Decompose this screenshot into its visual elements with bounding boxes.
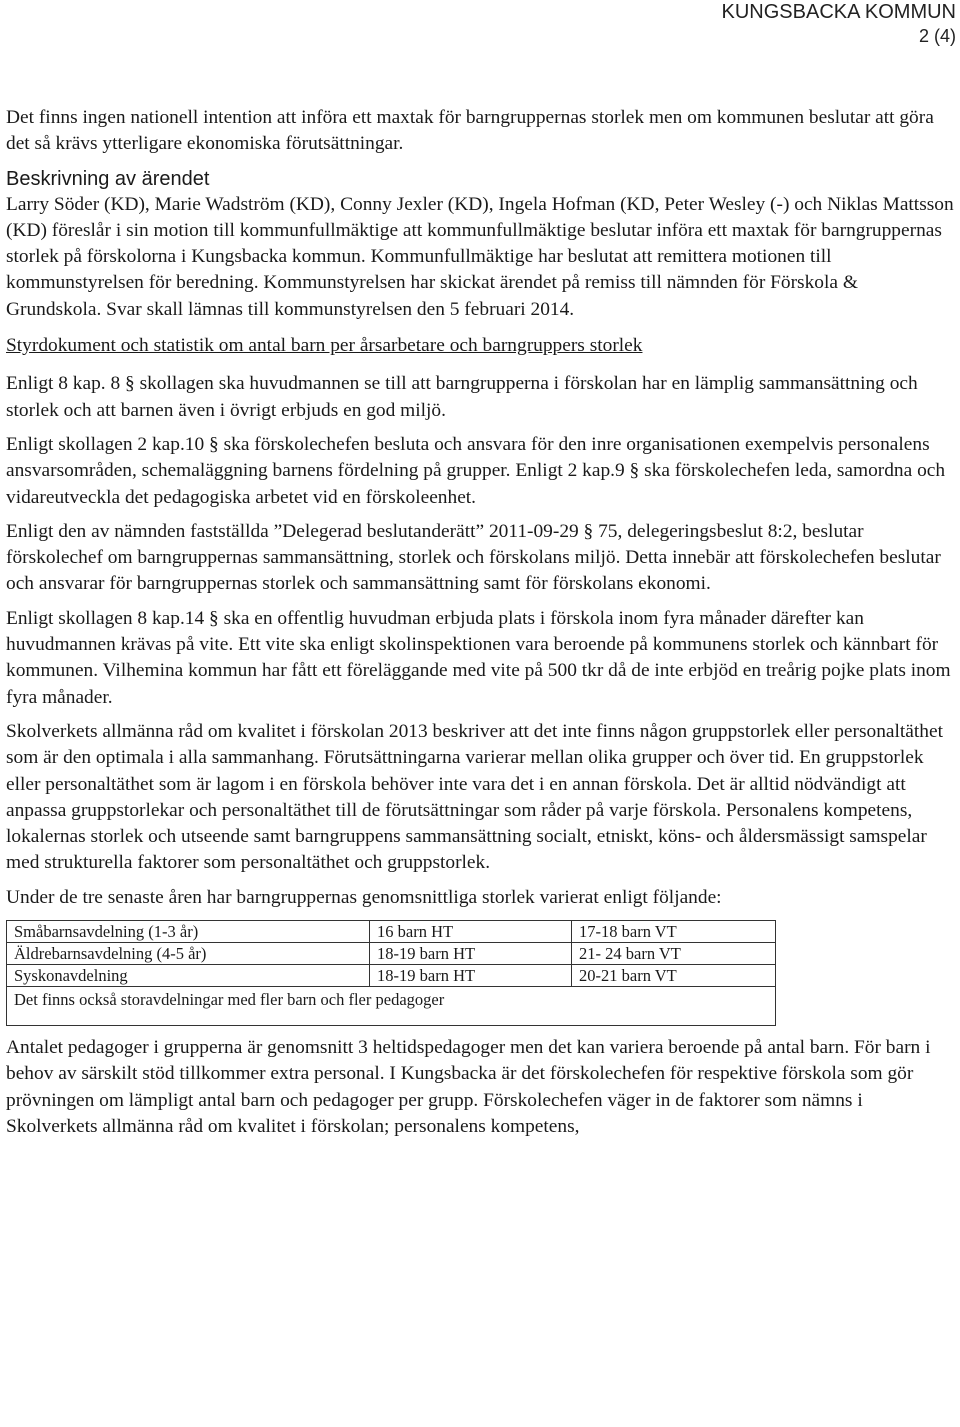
description-heading: Beskrivning av ärendet bbox=[6, 167, 210, 190]
paragraph-table-intro: Under de tre senaste åren har barngruppernas genomsnittliga storlek varierat enligt följande: bbox=[6, 886, 722, 908]
table-row bbox=[7, 965, 776, 987]
document-body bbox=[6, 105, 954, 1140]
table-cell: 18-19 barn HT bbox=[370, 965, 572, 987]
page-number: 2 (4) bbox=[918, 26, 956, 46]
table-cell: 21- 24 barn VT bbox=[572, 943, 776, 965]
table-cell: 16 barn HT bbox=[370, 921, 572, 943]
table-cell: Äldrebarnsavdelning (4-5 år) bbox=[7, 943, 370, 965]
table-cell: 18-19 barn HT bbox=[370, 943, 572, 965]
table-cell: 17-18 barn VT bbox=[572, 921, 776, 943]
steering-heading: Styrdokument och statistik om antal barn per årsarbetare och barngruppers storlek bbox=[6, 335, 643, 357]
intro-paragraph: Det finns ingen nationell intention att införa ett maxtak för barngruppernas storlek men om kommunen beslutar att göra det så krävs ytterligare ekonomiska förutsättningar. bbox=[6, 107, 934, 155]
table-cell: Småbarnsavdelning (1-3 år) bbox=[7, 921, 370, 943]
paragraph-pedagogues: Antalet pedagoger i grupperna är genomsnitt 3 heltidspedagoger men det kan variera beroende på antal barn. För barn i behov av särskilt stöd tillkommer extra personal. I Kungsbacka är det förskolechefen för respektive förskola som gör prövningen om lämpligt antal barn och pedagoger per grupp. Förskolechefen väger in de faktorer som nämns i Skolverkets allmänna råd om kvalitet i förskolan; personalens kompetens, bbox=[6, 1037, 931, 1137]
paragraph-skolverket: Skolverkets allmänna råd om kvalitet i förskolan 2013 beskriver att det inte finns någon gruppstorlek eller personaltäthet som är den optimala i alla sammanhang. Förutsättningarna varierar mellan olika grupper och över tid. En gruppstorlek eller personaltäthet som är lagom i en förskola behöver inte vara det i en annan förskola. Det är alltid nödvändigt att anpassa gruppstorlekar och personaltäthet till de förutsättningar som råder på varje förskola. Personalens kompetens, lokalernas storlek och utseende samt barngruppens sammansättning socialt, etniskt, köns- och åldersmässigt samspelar med strukturella faktorer som personaltäthet och gruppstorlek. bbox=[6, 720, 943, 874]
paragraph-8kap14: Enligt skollagen 8 kap.14 § ska en offentlig huvudman erbjuda plats i förskola inom fyra månader därefter kan huvudmannen krävas på vite. Ett vite ska enligt skolinspektionen vara beroende på kommunens storlek och kännbart för kommunen. Vilhemina kommun har fått ett föreläggande med vite på 500 tkr då de inte erbjöd en treårig pojke plats inom fyra månader. bbox=[6, 607, 951, 708]
paragraph-8kap8: Enligt 8 kap. 8 § skollagen ska huvudmannen se till att barngrupperna i förskolan har en lämplig sammansättning och storlek och att barnen även i övrigt erbjuds en god miljö. bbox=[6, 373, 918, 421]
description-paragraph: Larry Söder (KD), Marie Wadström (KD), Conny Jexler (KD), Ingela Hofman (KD, Peter Wesley (-) och Niklas Mattsson (KD) föreslår i sin motion till kommunfullmäktige att kommunfullmäktige beslutar införa ett maxtak för barngruppernas storlek på förskolorna i Kungsbacka kommun. Kommunfullmäktige har beslutat att remittera motionen till kommunstyrelsen för beredning. Kommunstyrelsen har skickat ärendet på remiss till nämnden för Förskola & Grundskola. Svar skall lämnas till kommunstyrelsen den 5 februari 2014. bbox=[6, 193, 954, 320]
table-note-row bbox=[7, 987, 776, 1026]
table-cell: Syskonavdelning bbox=[7, 965, 370, 987]
table-row bbox=[7, 921, 776, 943]
group-size-table bbox=[6, 920, 776, 1026]
paragraph-delegation: Enligt den av nämnden fastställda ”Delegerad beslutanderätt” 2011-09-29 § 75, delegeringsbeslut 8:2, beslutar förskolechef om barngruppernas sammansättning, storlek och förskolans miljö. Detta innebär att förskolechefen beslutar och ansvarar för barngruppernas storlek och sammansättning samt för förskolans ekonomi. bbox=[6, 520, 941, 595]
paragraph-2kap10: Enligt skollagen 2 kap.10 § ska förskolechefen besluta och ansvara för den inre organisationen exempelvis personalens ansvarsområden, schemaläggning barnens fördelning på grupper. Enligt 2 kap.9 § ska förskolechefen leda, samordna och vidareutveckla det pedagogiska arbetet vid en förskoleenhet. bbox=[6, 433, 946, 508]
table-note: Det finns också storavdelningar med fler barn och fler pedagoger bbox=[7, 987, 776, 1026]
table-cell: 20-21 barn VT bbox=[572, 965, 776, 987]
organization-name: KUNGSBACKA KOMMUN bbox=[721, 1, 956, 23]
table-row bbox=[7, 943, 776, 965]
